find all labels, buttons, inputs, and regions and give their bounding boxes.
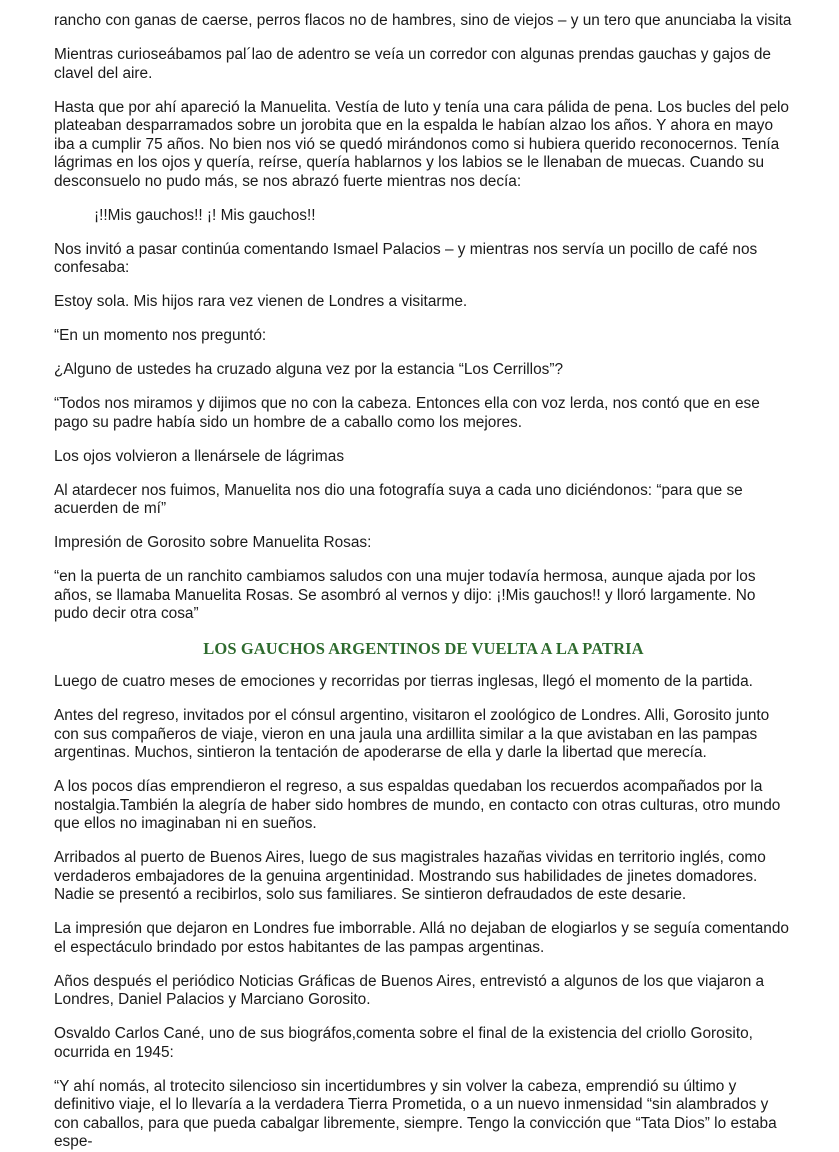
paragraph-corredor: Mientras curioseábamos pal´lao de adentro se veía un corredor con algunas prendas gauchas y gajos de clavel del aire. (54, 46, 771, 82)
paragraph-zoologico: Antes del regreso, invitados por el cónsul argentino, visitaron el zoológico de Londres. Alli, Gorosito junto con sus compañeros de viaje, vieron en una jaula una ardillita similar a la que avistaban en las pampas argentinas. Muchos, sintieron la tentación de apoderarse de ella y darle la libertad que merecía. (54, 707, 770, 761)
paragraph-mis-gauchos: ¡!!Mis gauchos!! ¡! Mis gauchos!! (94, 206, 316, 224)
paragraph-partida: Luego de cuatro meses de emociones y recorridas por tierras inglesas, llegó el momento de la partida. (54, 673, 753, 690)
paragraph-atardecer: Al atardecer nos fuimos, Manuelita nos dio una fotografía suya a cada uno diciéndonos: “para que se acuerden de mí” (54, 481, 743, 517)
paragraph-noticias-graficas: Años después el periódico Noticias Gráficas de Buenos Aires, entrevistó a algunos de los que viajaron a Londres, Daniel Palacios y Marciano Gorosito. (54, 972, 765, 1008)
paragraph-impresion-londres: La impresión que dejaron en Londres fue imborrable. Allá no dejaban de elogiarlos y se seguía comentando el espectáculo brindado por estos habitantes de las pampas argentinas. (54, 920, 789, 956)
paragraph-estoy-sola: Estoy sola. Mis hijos rara vez vienen de Londres a visitarme. (54, 293, 468, 310)
paragraph-trotecito: “Y ahí nomás, al trotecito silencioso sin incertidumbres y sin volver la cabeza, emprendió su último y definitivo viaje, el lo llevaría a la verdadera Tierra Prometida, o a un nuevo inmensidad “sin alambrados y con caballos, para que pueda cabalgar libremente, siempre. Tengo la convicción que “Tata Dios” lo estaba espe- (54, 1077, 777, 1150)
paragraph-cerrillos: ¿Alguno de ustedes ha cruzado alguna vez por la estancia “Los Cerrillos”? (54, 361, 564, 378)
paragraph-pregunto: “En un momento nos preguntó: (54, 327, 267, 344)
section-heading: LOS GAUCHOS ARGENTINOS DE VUELTA A LA PATRIA (203, 639, 644, 658)
paragraph-miramos: “Todos nos miramos y dijimos que no con la cabeza. Entonces ella con voz lerda, nos contó que en ese pago su padre había sido un hombre de a caballo como los mejores. (54, 395, 760, 431)
paragraph-lagrimas: Los ojos volvieron a llenársele de lágrimas (54, 447, 345, 465)
paragraph-cane: Osvaldo Carlos Cané, uno de sus biográfos,comenta sobre el final de la existencia del criollo Gorosito, ocurrida en 1945: (54, 1025, 753, 1061)
paragraph-rancho: rancho con ganas de caerse, perros flacos no de hambres, sino de viejos – y un tero que anunciaba la visita (54, 12, 792, 29)
paragraph-buenos-aires: Arribados al puerto de Buenos Aires, luego de sus magistrales hazañas vividas en territorio inglés, como verdaderos embajadores de la genuina argentinidad. Mostrando sus habilidades de jinetes domadores. Nadie se presentó a recibirlos, solo sus familiares. Se sintieron defraudados de este desarie. (54, 849, 766, 903)
paragraph-ranchito: “en la puerta de un ranchito cambiamos saludos con una mujer todavía hermosa, aunque ajada por los años, se llamaba Manuelita Rosas. Se asombró al vernos y dijo: ¡!Mis gauchos!! y lloró largamente. No pudo decir otra cosa” (54, 568, 756, 622)
paragraph-manuelita-aparece: Hasta que por ahí apareció la Manuelita. Vestía de luto y tenía una cara pálida de pena. Los bucles del pelo plateaban desparramados sobre un jorobita que en la espalda le habían alzao los años. Y ahora en mayo iba a cumplir 75 años. No bien nos vió se quedó mirándonos como si hubiera querido reconocernos. Tenía lágrimas en los ojos y quería, reírse, quería hablarnos y los labios se le llenaban de muecas. Cuando su desconsuelo no pudo más, se nos abrazó fuerte mientras nos decía: (54, 98, 789, 190)
paragraph-impresion: Impresión de Gorosito sobre Manuelita Rosas: (54, 534, 372, 551)
paragraph-regreso: A los pocos días emprendieron el regreso, a sus espaldas quedaban los recuerdos acompañados por la nostalgia.También la alegría de haber sido hombres de mundo, en contacto con otras culturas, otro mundo que ellos no imaginaban ni en sueños. (54, 778, 781, 832)
paragraph-invito: Nos invitó a pasar continúa comentando Ismael Palacios – y mientras nos servía un pocillo de café nos confesaba: (54, 240, 758, 276)
